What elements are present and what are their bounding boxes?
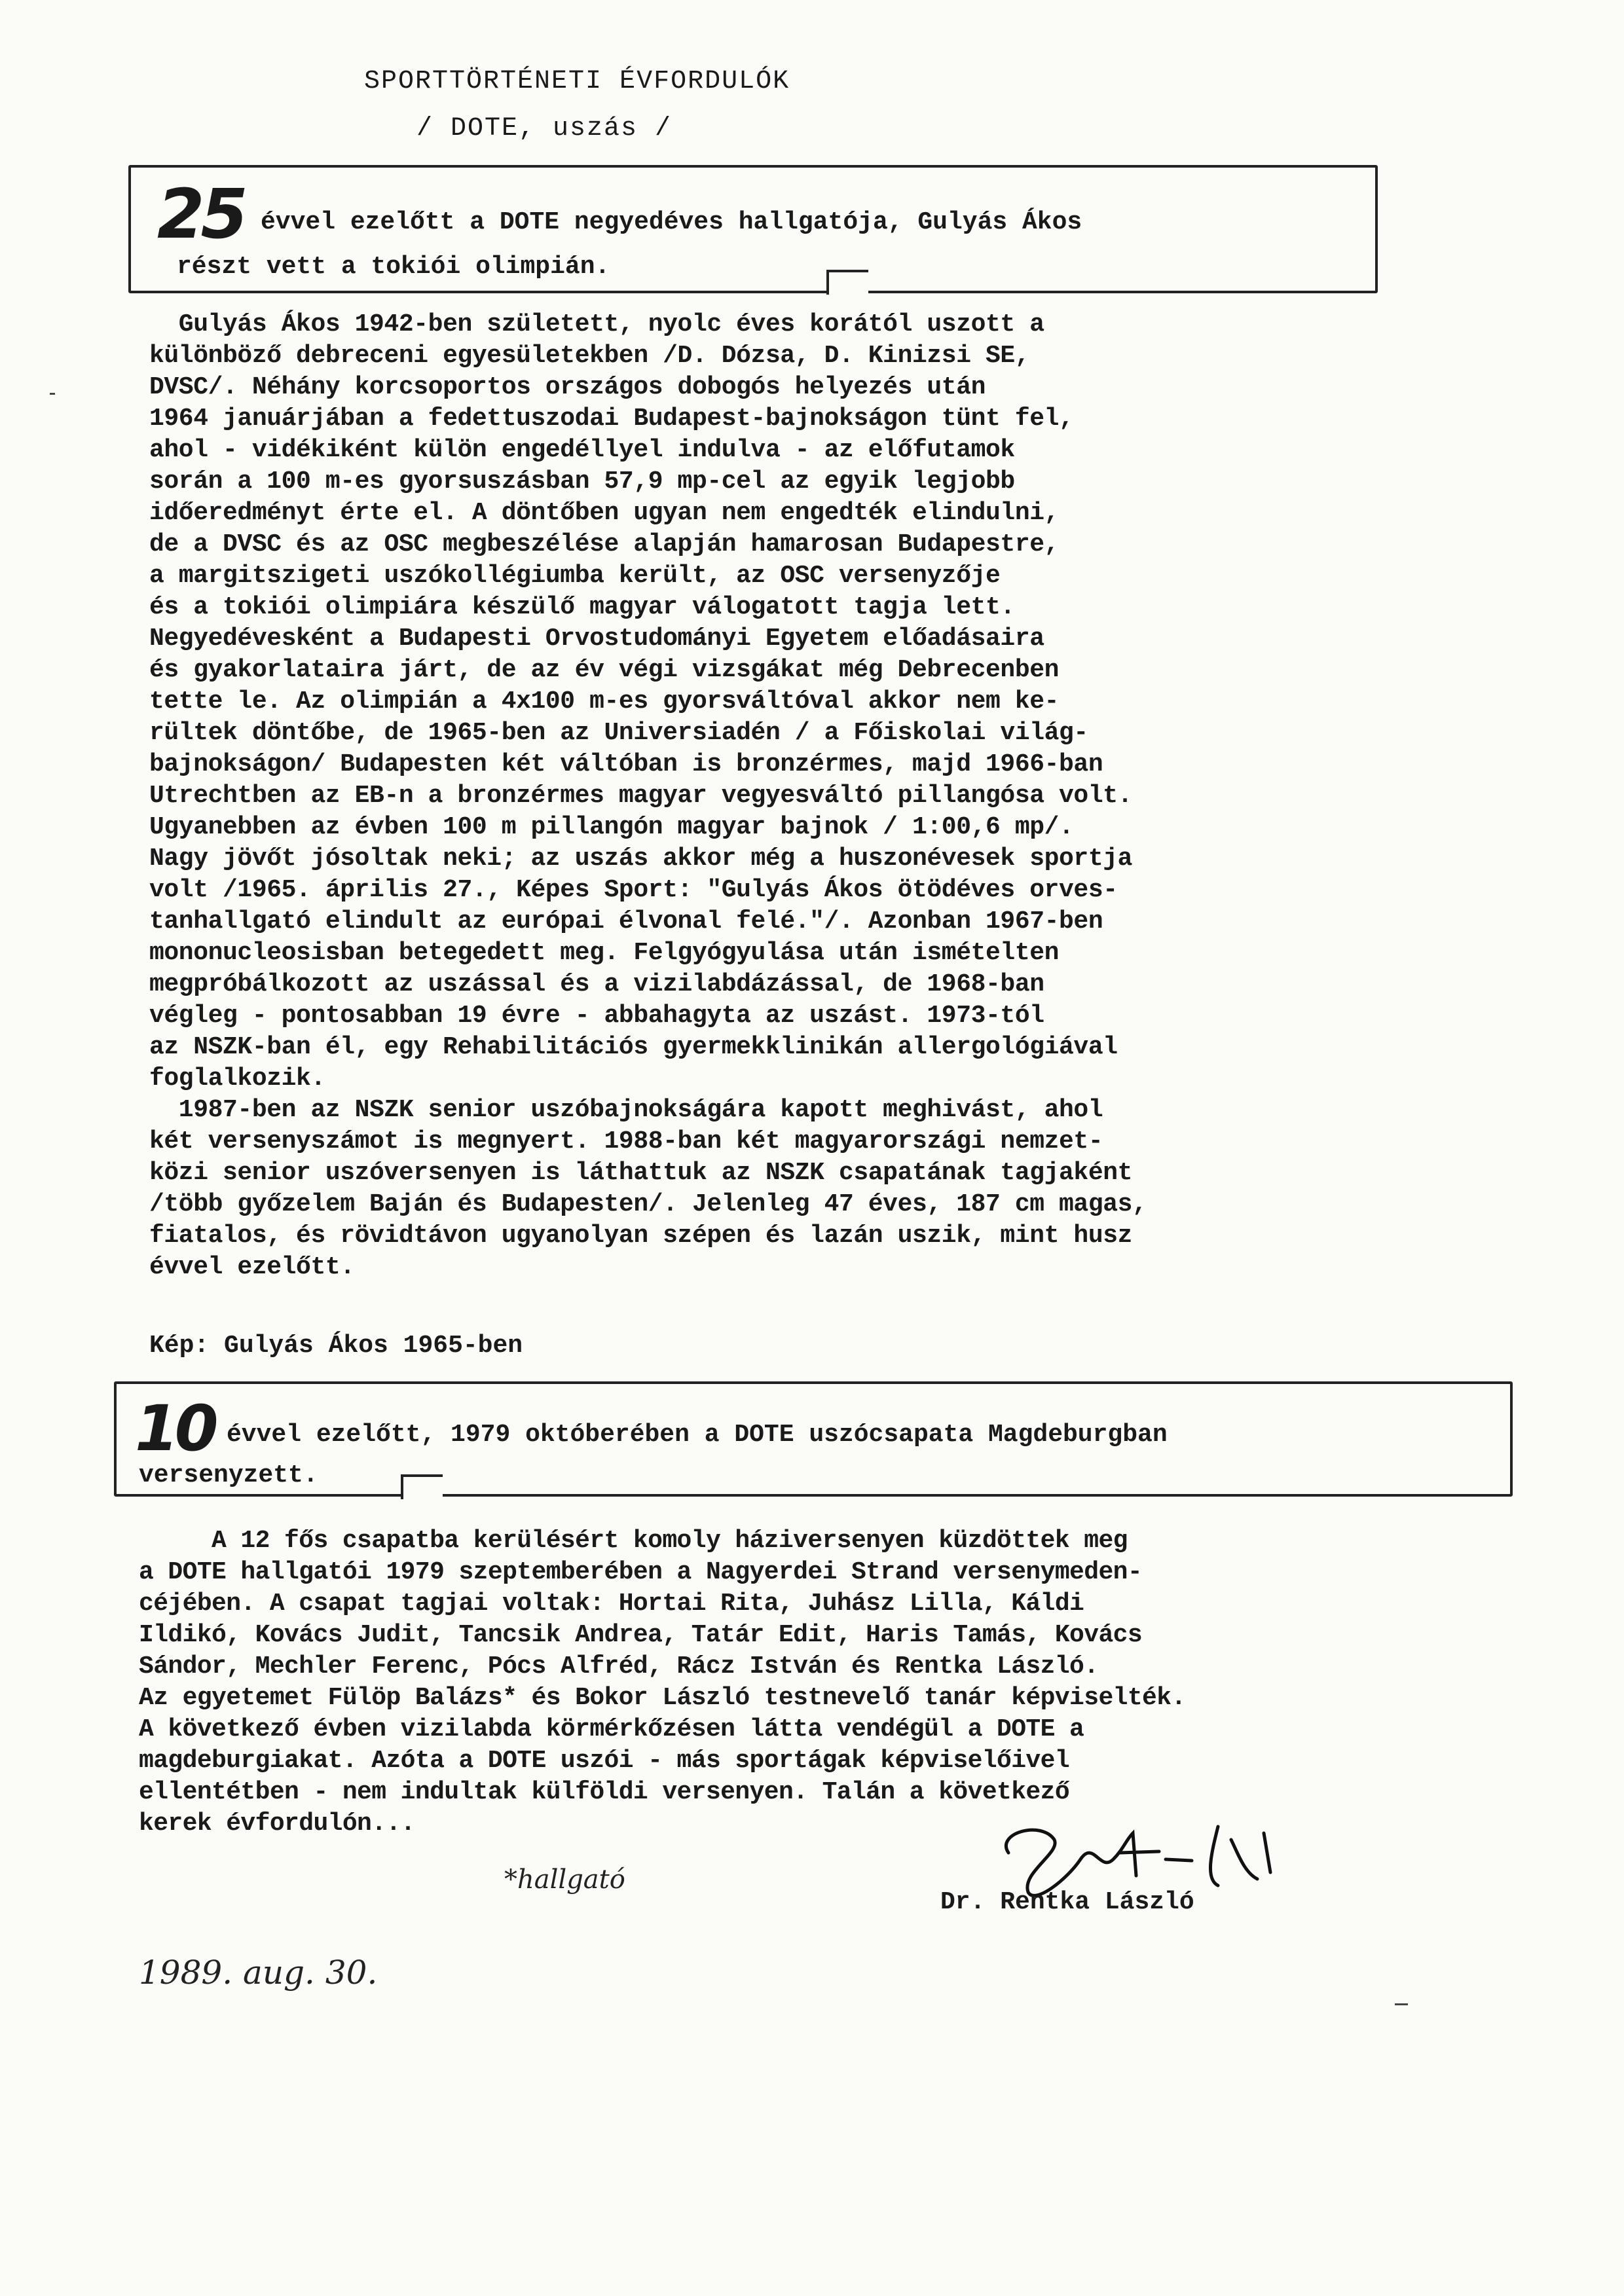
- text-line: Negyedévesként a Budapesti Orvostudományi Egyetem előadásaira: [149, 625, 1044, 653]
- text-line: során a 100 m-es gyorsuszásban 57,9 mp-cel az egyik legjobb: [149, 467, 1015, 496]
- section1-number: 25: [157, 174, 244, 254]
- signature-typed-name: Dr. Rentka László: [940, 1888, 1194, 1916]
- handwritten-date: 1989. aug. 30.: [139, 1954, 378, 1992]
- section2-body: [139, 1525, 1186, 1840]
- section2-number: 10: [135, 1392, 215, 1465]
- text-line: és a tokiói olimpiára készülő magyar válogatott tagja lett.: [149, 593, 1015, 621]
- text-line: volt /1965. április 27., Képes Sport: "Gulyás Ákos ötödéves orves-: [149, 876, 1118, 904]
- text-line: végleg - pontosabban 19 évre - abbahagyta az uszást. 1973-tól: [149, 1002, 1044, 1030]
- text-line: Sándor, Mechler Ferenc, Pócs Alfréd, Rácz István és Rentka László.: [139, 1652, 1099, 1681]
- text-line: kerek évfordulón...: [139, 1810, 415, 1838]
- text-line: Gulyás Ákos 1942-ben született, nyolc éves korától uszott a: [149, 310, 1044, 338]
- text-line: tette le. Az olimpián a 4x100 m-es gyorsváltóval akkor nem ke-: [149, 687, 1060, 716]
- photo-caption: Kép: Gulyás Ákos 1965-ben: [149, 1332, 523, 1360]
- text-line: tanhallgató elindult az európai élvonal felé."/. Azonban 1967-ben: [149, 907, 1103, 936]
- section1-header-line2: részt vett a tokiói olimpián.: [177, 253, 610, 281]
- text-line: DVSC/. Néhány korcsoportos országos dobogós helyezés után: [149, 373, 986, 401]
- text-line: de a DVSC és az OSC megbeszélése alapján hamarosan Budapestre,: [149, 530, 1060, 558]
- section2-header-line1: évvel ezelőtt, 1979 októberében a DOTE uszócsapata Magdeburgban: [227, 1421, 1168, 1449]
- document-subtitle: / DOTE, uszás /: [416, 114, 673, 143]
- section1-header-tab: [826, 270, 868, 295]
- text-line: és gyakorlataira járt, de az év végi vizsgákat még Debrecenben: [149, 656, 1060, 684]
- section1-body: [149, 309, 1147, 1283]
- text-line: Utrechtben az EB-n a bronzérmes magyar vegyesváltó pillangósa volt.: [149, 782, 1133, 810]
- section1-header-line1: évvel ezelőtt a DOTE negyedéves hallgatója, Gulyás Ákos: [261, 208, 1082, 236]
- text-line: ellentétben - nem indultak külföldi versenyen. Talán a következő: [139, 1778, 1070, 1806]
- text-line: megpróbálkozott az uszással és a vizilabdázással, de 1968-ban: [149, 970, 1044, 998]
- text-line: magdeburgiakat. Azóta a DOTE uszói - más sportágak képviselőivel: [139, 1747, 1070, 1775]
- text-line: két versenyszámot is megnyert. 1988-ban két magyarországi nemzet-: [149, 1127, 1103, 1156]
- text-line: az NSZK-ban él, egy Rehabilitációs gyermekklinikán allergológiával: [149, 1033, 1118, 1061]
- section2-header-line2: versenyzett.: [139, 1461, 318, 1489]
- text-line: Ugyanebben az évben 100 m pillangón magyar bajnok / 1:00,6 mp/.: [149, 813, 1074, 841]
- text-line: Ildikó, Kovács Judit, Tancsik Andrea, Tatár Edit, Haris Tamás, Kovács: [139, 1621, 1143, 1649]
- text-line: a margitszigeti uszókollégiumba került, az OSC versenyzője: [149, 562, 1001, 590]
- text-line: rültek döntőbe, de 1965-ben az Universiadén / a Főiskolai világ-: [149, 719, 1088, 747]
- text-line: céjében. A csapat tagjai voltak: Hortai Rita, Juhász Lilla, Káldi: [139, 1590, 1084, 1618]
- document-title: SPORTTÖRTÉNETI ÉVFORDULÓK: [364, 67, 790, 96]
- text-line: a DOTE hallgatói 1979 szeptemberében a Nagyerdei Strand versenymeden-: [139, 1558, 1143, 1586]
- text-line: évvel ezelőtt.: [149, 1253, 355, 1281]
- stray-mark: [50, 393, 55, 395]
- text-line: /több győzelem Baján és Budapesten/. Jelenleg 47 éves, 187 cm magas,: [149, 1190, 1147, 1218]
- text-line: 1987-ben az NSZK senior uszóbajnokságára kapott meghivást, ahol: [149, 1096, 1103, 1124]
- text-line: közi senior uszóversenyen is láthattuk az NSZK csapatának tagjaként: [149, 1159, 1133, 1187]
- text-line: Az egyetemet Fülöp Balázs* és Bokor László testnevelő tanár képviselték.: [139, 1684, 1186, 1712]
- text-line: időeredményt érte el. A döntőben ugyan nem engedték elindulni,: [149, 499, 1060, 527]
- text-line: ahol - vidékiként külön engedéllyel indulva - az előfutamok: [149, 436, 1015, 464]
- section2-header-tab: [401, 1474, 443, 1499]
- text-line: A 12 fős csapatba kerülésért komoly háziversenyen küzdöttek meg: [139, 1527, 1128, 1555]
- handwritten-footnote: *hallgató: [504, 1865, 625, 1895]
- text-line: fiatalos, és rövidtávon ugyanolyan szépen és lazán uszik, mint husz: [149, 1222, 1133, 1250]
- text-line: különböző debreceni egyesületekben /D. Dózsa, D. Kinizsi SE,: [149, 342, 1030, 370]
- text-line: mononucleosisban betegedett meg. Felgyógyulása után ismételten: [149, 939, 1060, 967]
- stray-mark: [1395, 2003, 1408, 2005]
- text-line: Nagy jövőt jósoltak neki; az uszás akkor még a huszonévesek sportja: [149, 845, 1133, 873]
- text-line: bajnokságon/ Budapesten két váltóban is bronzérmes, majd 1966-ban: [149, 750, 1103, 778]
- text-line: 1964 januárjában a fedettuszodai Budapest-bajnokságon tünt fel,: [149, 405, 1074, 433]
- text-line: foglalkozik.: [149, 1065, 325, 1093]
- text-line: A következő évben vizilabda körmérkőzésen látta vendégül a DOTE a: [139, 1715, 1084, 1743]
